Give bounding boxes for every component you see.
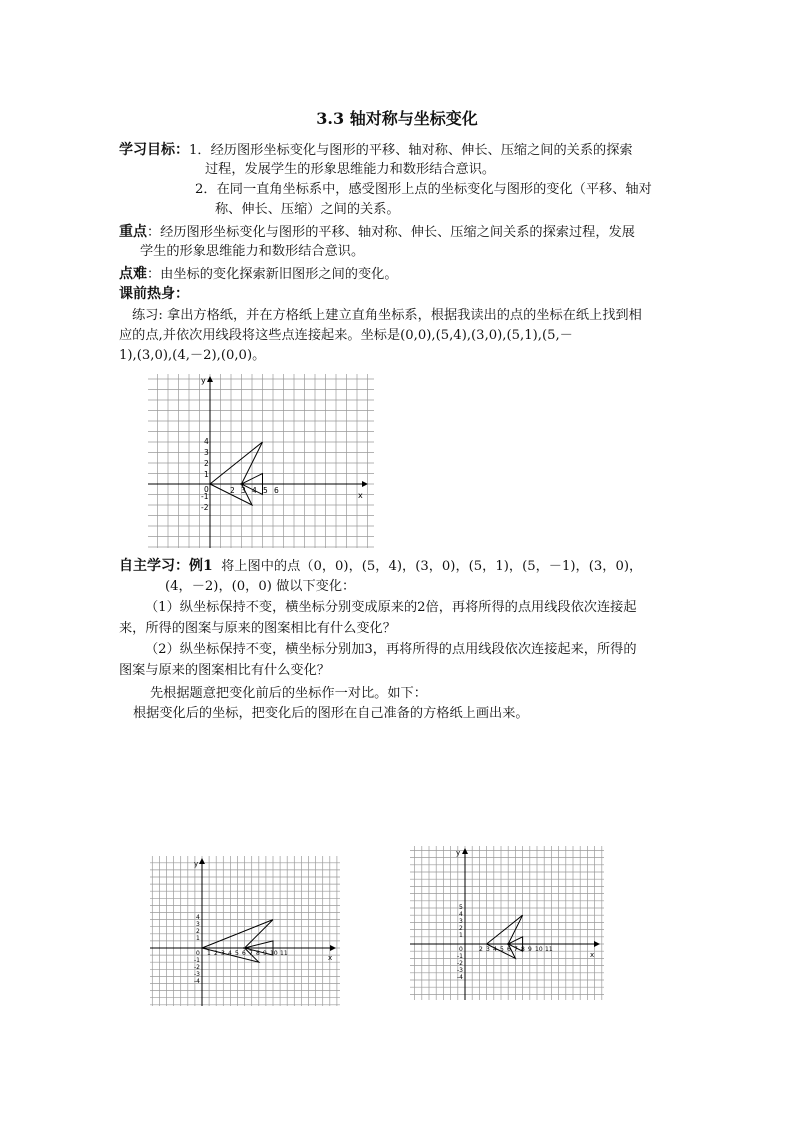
tick-label: 4	[196, 914, 200, 921]
x-axis-label: x	[590, 951, 595, 959]
tick-label: 3	[204, 448, 209, 457]
tick-label: 1	[204, 470, 209, 479]
tick-label: 11	[545, 946, 553, 953]
study-line1	[119, 556, 642, 577]
tick-label: 6	[274, 486, 279, 495]
tick-label: 8	[521, 946, 525, 953]
tick-label: 4	[459, 911, 463, 918]
tick-label: 4	[252, 486, 257, 495]
study-line2: (4，－2)，(0，0) 做以下变化：	[165, 579, 356, 594]
tick-label: 2	[196, 928, 200, 935]
compare-line: 先根据题意把变化前后的坐标作一对比。如下：	[150, 686, 427, 701]
tick-label: 5	[500, 946, 504, 953]
tick-label: 5	[235, 950, 239, 957]
y-axis-label: y	[456, 849, 461, 857]
tick-label: -2	[194, 964, 200, 971]
tick-label: 1	[207, 950, 211, 957]
tick-label: 2	[204, 459, 209, 468]
tick-label: 3	[221, 950, 225, 957]
tick-label: -1	[457, 953, 463, 960]
y-axis-label: y	[201, 376, 206, 385]
goals-item1-line1: 1．经历图形坐标变化与图形的平移、轴对称、伸长、压缩之间的关系的探索	[189, 143, 633, 158]
tick-label: 7	[249, 950, 253, 957]
tick-label: -3	[194, 971, 200, 978]
tick-label: -2	[201, 503, 209, 512]
tick-label: 2	[479, 946, 483, 953]
warmup-line3: 1),(3,0),(4,－2),(0,0)。	[119, 348, 266, 363]
draw-instruction-line: 根据变化后的坐标，把变化后的图形在自己准备的方格纸上画出来。	[133, 706, 529, 721]
study-label: 自主学习：	[119, 558, 189, 574]
tick-label: 2	[230, 486, 235, 495]
tick-label: 0	[459, 946, 463, 953]
tick-label: 1	[196, 935, 200, 942]
warmup-label: 课前热身：	[119, 286, 189, 302]
difficulty-line	[119, 264, 398, 285]
question2-line1: （2）纵坐标保持不变，横坐标分别加3，再将所得的点用线段依次连接起来，所得的	[145, 642, 637, 657]
difficulty-text: ：由坐标的变化探索新旧图形之间的变化。	[147, 267, 398, 282]
key-label: 重点	[119, 224, 147, 240]
tick-label: -2	[457, 960, 463, 967]
x-axis-label: x	[358, 491, 363, 500]
difficulty-label: 点难	[119, 266, 147, 282]
question1-line2: 来，所得的图案与原来的图案相比有什么变化？	[119, 621, 396, 636]
tick-label: -1	[194, 957, 200, 964]
tick-label: 9	[528, 946, 532, 953]
key-line1	[119, 222, 635, 243]
tick-label: 2	[459, 925, 463, 932]
tick-label: 6	[242, 950, 246, 957]
tick-label: 4	[228, 950, 232, 957]
tick-label: 11	[280, 950, 288, 957]
key-line2: 学生的形象思维能力和数形结合意识。	[140, 244, 365, 259]
x-axis-label: x	[328, 954, 333, 962]
y-axis-label: y	[194, 860, 199, 868]
tick-label: -4	[457, 974, 463, 981]
tick-label: 9	[263, 950, 267, 957]
tick-label: 7	[514, 946, 518, 953]
goals-line1	[119, 140, 633, 161]
page-title: 3.3 轴对称与坐标变化	[316, 109, 478, 128]
goals-item2-line1: 2．在同一直角坐标系中，感受图形上点的坐标变化与图形的变化（平移、轴对	[195, 182, 652, 197]
tick-label: 2	[214, 950, 218, 957]
warmup-line1: 练习: 拿出方格纸，并在方格纸上建立直角坐标系，根据我读出的点的坐标在纸上找到相	[132, 308, 642, 323]
tick-label: 3	[486, 946, 490, 953]
tick-label: 4	[493, 946, 497, 953]
tick-label: 6	[507, 946, 511, 953]
warmup-line2: 应的点,并依次用线段将这些点连接起来。坐标是(0,0),(5,4),(3,0),(5,1),(5,－	[119, 328, 573, 343]
question1-line1: （1）纵坐标保持不变，横坐标分别变成原来的2倍，再将所得的点用线段依次连接起	[145, 600, 637, 615]
question2-line2: 图案与原来的图案相比有什么变化？	[119, 663, 330, 678]
coordinate-grid-stretched	[150, 856, 340, 1006]
tick-label: 1	[459, 932, 463, 939]
tick-label: 10	[535, 946, 543, 953]
tick-label: 10	[270, 950, 278, 957]
coordinate-grid-translated	[410, 846, 604, 1000]
tick-label: 5	[459, 904, 463, 911]
tick-label: -3	[457, 967, 463, 974]
coordinate-grid-original	[148, 374, 374, 548]
tick-label: 8	[256, 950, 260, 957]
tick-label: 3	[196, 921, 200, 928]
tick-label: 0	[196, 950, 200, 957]
tick-label: 4	[204, 437, 209, 446]
tick-label: 3	[241, 486, 246, 495]
tick-label: 0	[204, 485, 209, 494]
key-text1: ：经历图形坐标变化与图形的平移、轴对称、伸长、压缩之间关系的探索过程，发展	[147, 225, 635, 240]
study-text1: 将上图中的点（0，0)，(5，4)，(3，0)，(5，1)，(5，－1)，(3，0)，	[221, 559, 643, 574]
tick-label: -1	[201, 492, 209, 501]
tick-label: 5	[263, 486, 268, 495]
goals-item1-line2: 过程，发展学生的形象思维能力和数形结合意识。	[205, 162, 496, 177]
goals-item2-line2: 称、伸长、压缩）之间的关系。	[215, 202, 400, 217]
example-label: 例1	[189, 558, 213, 574]
tick-label: -4	[194, 978, 200, 985]
goals-label: 学习目标：	[119, 142, 189, 158]
tick-label: 3	[459, 918, 463, 925]
